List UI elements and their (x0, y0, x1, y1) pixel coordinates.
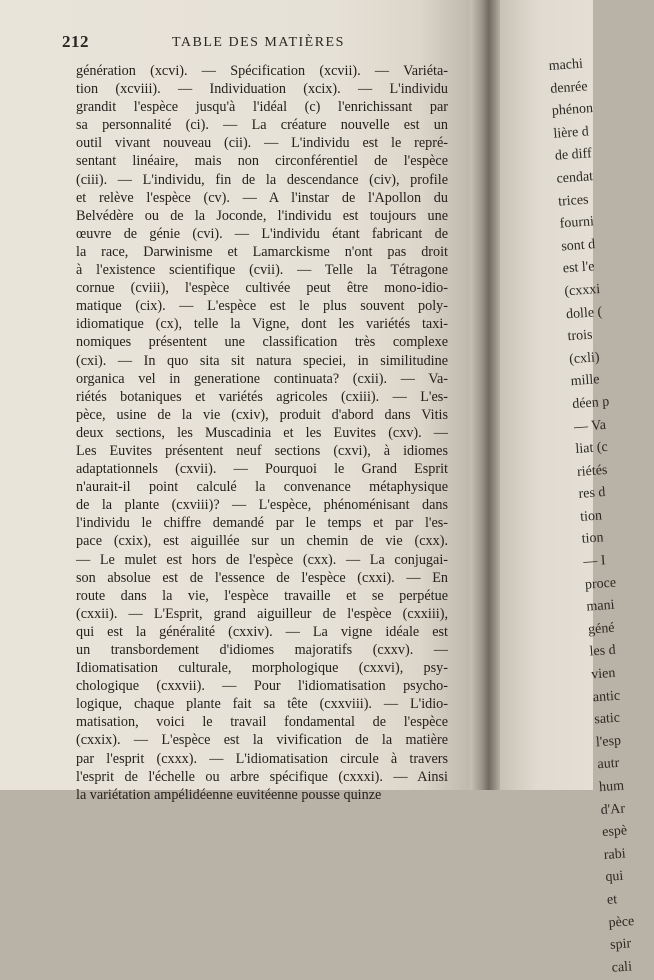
text-line: cornue (cviii), l'espèce cultivée peut être mono-idio- (76, 280, 448, 297)
facing-page-line: trois (567, 327, 593, 345)
facing-page-line: géné (587, 620, 616, 638)
facing-page-line: tion (579, 508, 603, 525)
facing-page-line: res d (578, 485, 606, 503)
facing-page-line: proce (584, 575, 617, 593)
text-line: chologique (cxxvii). — Pour l'idiomatisation psycho- (76, 678, 448, 695)
text-line: (cxxix). — L'espèce est la vivification de la matière (76, 732, 448, 749)
text-line: œuvre de génie (cvi). — L'individu étant fabricant de (76, 225, 448, 242)
facing-page-line: fourni (559, 214, 595, 232)
facing-page-line: satic (593, 710, 621, 728)
running-head (60, 32, 460, 58)
text-line: sentant linéaire, mais non circonférentiel de l'espèce (76, 153, 448, 170)
facing-page-line: espè (601, 823, 628, 841)
text-line: deux sections, les Muscadinia et les Euvites (cxv). — (76, 424, 448, 441)
text-line: matisation, voici le travail fondamental de l'espèce (76, 714, 448, 731)
facing-page-line: de diff (554, 146, 593, 165)
facing-page-line: antic (592, 688, 621, 706)
text-line: nomiques présentent une classification très complexe (76, 334, 448, 351)
text-line: organica vel in generatione continuata? (cxii). — Va- (76, 370, 448, 387)
facing-page-line: qui (604, 869, 624, 886)
text-line: adaptationnels (cxvii). — Pourquoi le Grand Esprit (76, 461, 448, 478)
text-line: l'esprit de l'échelle ou arbre spécifique (cxxxi). — Ainsi (76, 768, 448, 785)
text-line: riétés botaniques et variétés agricoles (cxiii). — L'es- (76, 388, 448, 405)
facing-page-line: tion (581, 530, 605, 548)
text-line: tion (xcviii). — Individuation (xcix). — L'individu (76, 81, 448, 98)
text-line: outil vivant nouveau (cii). — L'individu est le repré- (76, 135, 448, 152)
text-line: son absolue est de l'essence de l'espèce (cxxi). — En (76, 569, 448, 586)
facing-page-line: vien (590, 665, 616, 683)
facing-page-line: et (606, 892, 618, 908)
text-line: grandit l'espèce jusqu'à l'idéal (c) l'enrichissant par (76, 99, 448, 116)
text-line: (cxxii). — L'Esprit, grand aiguilleur de l'espèce (cxxiii), (76, 605, 448, 622)
text-line: matique (cix). — L'espèce est le plus souvent poly- (76, 298, 448, 315)
text-line: idiomatique (cx), telle la Vigne, dont les variétés taxi- (76, 316, 448, 333)
text-line: — Le mulet est hors de l'espèce (cxx). — La conjugai- (76, 551, 448, 568)
facing-page-line: phénon (551, 101, 594, 120)
text-line: Idiomatisation culturale, morphologique (cxxvi), psy- (76, 660, 448, 677)
facing-page-line: rabi (603, 846, 627, 863)
facing-page-line: dolle ( (565, 304, 603, 322)
facing-page-line: est l'e (562, 259, 596, 277)
text-line: la race, Darwinisme et Lamarckisme n'ont pas droit (76, 243, 448, 260)
text-line: génération (xcvi). — Spécification (xcvii). — Variéta- (76, 63, 448, 79)
facing-page-line: d'Ar (600, 801, 626, 818)
text-line: sa personnalité (ci). — La créature nouvelle est un (76, 117, 448, 134)
text-line: et relève l'espèce (cv). — A l'instar de l'Apollon du (76, 189, 448, 206)
facing-page-line: pèce (608, 913, 635, 931)
text-line: Les Euvites présentent neuf sections (cxvi), à idiomes (76, 442, 448, 459)
text-line: à l'existence scientifique (cvii). — Telle la Tétragone (76, 262, 448, 279)
text-line: par l'esprit (cxxx). — L'idiomatisation circule à travers (76, 750, 448, 767)
page-title: TABLE DES MATIÈRES (172, 35, 345, 50)
text-line: (cxi). — In quo sita sit natura speciei, in similitudine (76, 352, 448, 369)
facing-page-line: — I (582, 553, 607, 570)
text-line: (ciii). — L'individu, fin de la descendance (civ), profile (76, 171, 448, 188)
facing-page-line: cendat (556, 169, 594, 187)
text-line: de la plante (cxviii)? — L'espèce, phénoménisant dans (76, 497, 448, 514)
text-line: un transbordement d'idiomes majoratifs (cxxv). — (76, 642, 448, 658)
facing-page-line: (cxxxi (563, 281, 601, 300)
facing-page-line: sont d (560, 236, 596, 255)
book-gutter (470, 0, 504, 790)
facing-page-line: mille (570, 372, 601, 390)
facing-page-line: riétés (576, 462, 608, 480)
facing-page-line: liat (c (575, 439, 609, 458)
facing-page-line: cali (611, 959, 633, 976)
facing-page-line: déen p (571, 394, 610, 413)
text-line: Belvédère ou de la Joconde, l'individu est toujours une (76, 207, 448, 224)
text-line: qui est la généralité (cxxiv). — La vigne idéale est (76, 623, 448, 640)
facing-page-line: les d (589, 643, 617, 660)
facing-page-line: lière d (552, 124, 590, 142)
text-line: l'individu le chiffre demandé par le temps et par l'es- (76, 515, 448, 532)
facing-page-line: hum (598, 778, 625, 796)
facing-page-line: trices (557, 192, 589, 210)
facing-page-line: spir (609, 936, 632, 953)
text-line: n'aurait-il point calculé la convenance métaphysique (76, 479, 448, 496)
facing-page-line: machi (548, 56, 584, 74)
text-line: pèce, usine de la vie (cxiv), produit d'abord dans Vitis (76, 406, 448, 423)
text-line: la variétation ampélidéenne euvitéenne pousse quinze (76, 786, 382, 803)
facing-page-line: l'esp (595, 733, 622, 751)
facing-page-line: (cxli) (568, 349, 600, 367)
facing-page-line: denrée (549, 78, 589, 97)
text-line: route dans la vie, l'espèce travaille et se perpétue (76, 587, 448, 604)
facing-page-line: autr (597, 756, 620, 773)
facing-page-line: mani (586, 597, 616, 615)
text-line: pace (cxix), est aiguillée sur un chemin de vie (cxx). (76, 533, 448, 550)
table-of-contents-text (76, 62, 448, 804)
text-line: logique, chaque plante fait sa tête (cxxviii). — L'idio- (76, 696, 448, 713)
facing-page-line: — Va (573, 417, 607, 435)
page-number: 212 (62, 32, 89, 51)
